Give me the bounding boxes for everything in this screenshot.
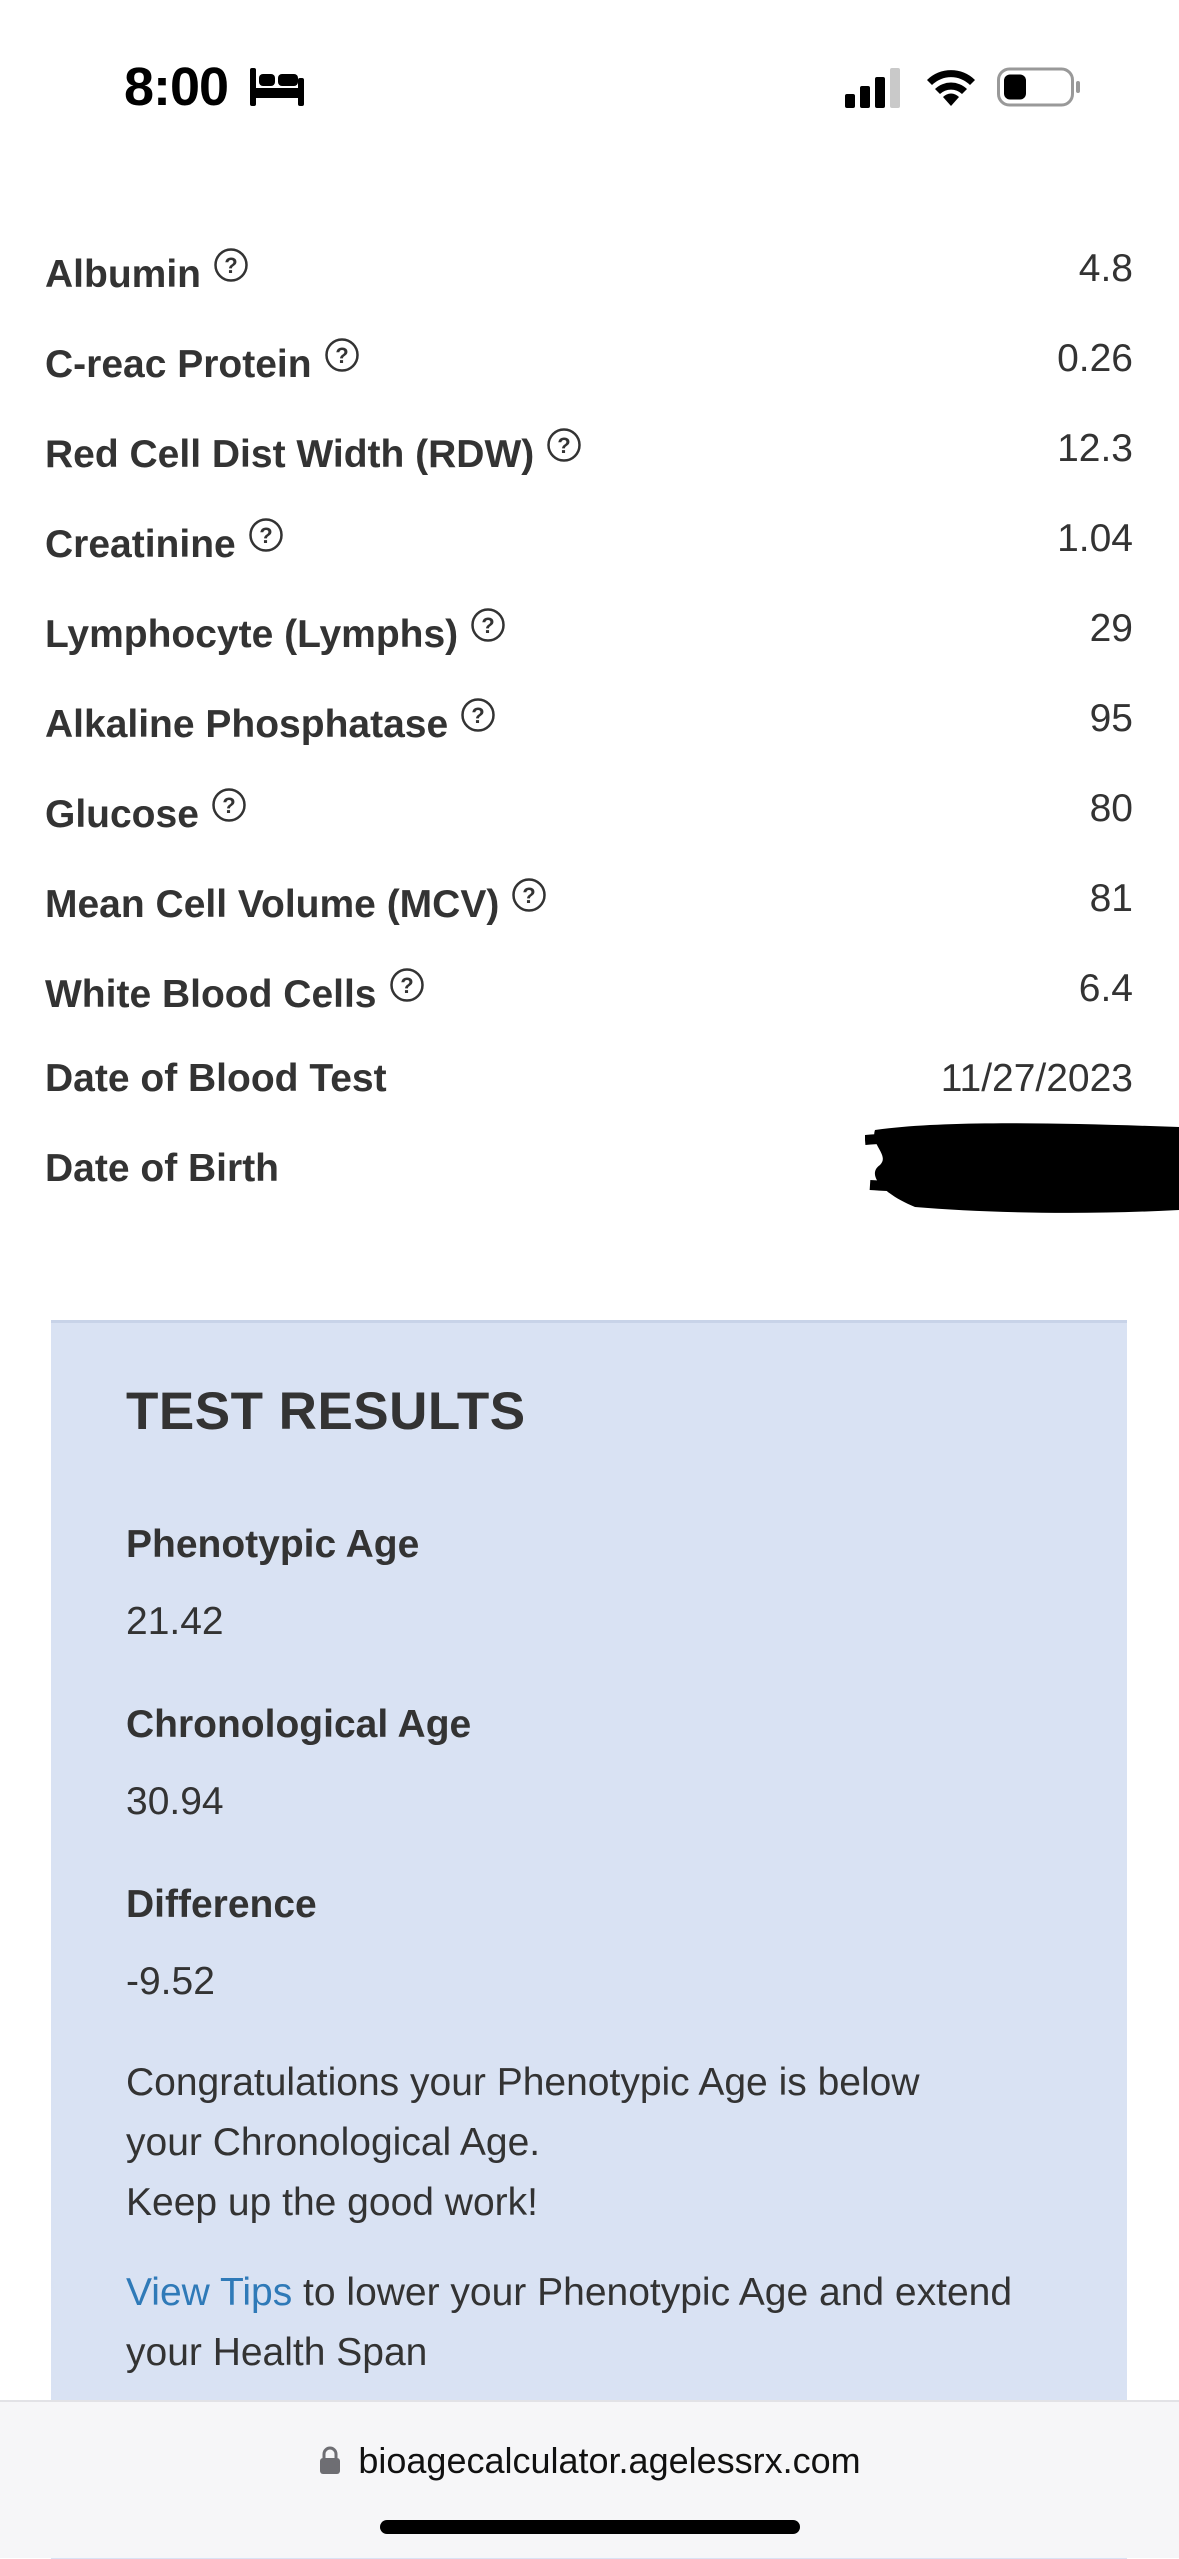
help-icon[interactable] <box>546 427 582 463</box>
field-value[interactable]: 11/27/2023 <box>940 1057 1133 1100</box>
svg-text:?: ? <box>224 253 238 278</box>
field-value[interactable]: 4.8 <box>1078 247 1133 290</box>
help-icon[interactable] <box>511 877 547 913</box>
svg-text:?: ? <box>399 973 414 998</box>
redaction-scribble <box>865 1115 1179 1220</box>
field-value[interactable]: 12.3 <box>1057 427 1133 470</box>
difference-value: -9.52 <box>126 1960 215 2003</box>
view-tips-link[interactable]: View Tips <box>126 2271 293 2314</box>
message-line: your Chronological Age. <box>126 2121 541 2164</box>
field-value[interactable]: 81 <box>1089 877 1133 920</box>
field-row-alkaline-phosphatase <box>0 675 1179 765</box>
chronological-age-value: 30.94 <box>126 1780 224 1823</box>
field-value[interactable]: 80 <box>1089 787 1133 830</box>
field-label: Lymphocyte (Lymphs) ? <box>45 607 506 657</box>
field-label: C-reac Protein ? <box>45 337 360 387</box>
congratulations-message <box>126 2053 1066 2233</box>
status-time: 8:00 <box>124 57 229 117</box>
field-label: Red Cell Dist Width (RDW) ? <box>45 427 582 477</box>
field-label: Date of Birth <box>45 1147 279 1190</box>
home-indicator <box>380 2520 800 2534</box>
tips-paragraph <box>126 2263 1066 2383</box>
field-label: Creatinine ? <box>45 517 284 567</box>
field-label: Alkaline Phosphatase ? <box>45 697 496 747</box>
svg-text:?: ? <box>258 523 273 548</box>
help-icon[interactable] <box>324 337 360 373</box>
difference-label: Difference <box>126 1883 317 1926</box>
field-value[interactable]: 95 <box>1089 697 1133 740</box>
help-icon[interactable] <box>460 697 496 733</box>
url-display[interactable] <box>0 2440 1179 2482</box>
field-row-mcv <box>0 855 1179 945</box>
message-line: Keep up the good work! <box>126 2181 538 2224</box>
field-row-white-blood-cells <box>0 945 1179 1035</box>
field-row-creatinine <box>0 495 1179 585</box>
battery-icon <box>997 66 1081 108</box>
field-row-c-reac-protein <box>0 315 1179 405</box>
help-icon[interactable] <box>211 787 247 823</box>
svg-text:?: ? <box>522 883 537 908</box>
field-label: Mean Cell Volume (MCV) ? <box>45 877 547 927</box>
svg-text:?: ? <box>222 793 236 818</box>
svg-text:?: ? <box>481 613 495 638</box>
svg-text:?: ? <box>557 433 572 458</box>
field-value[interactable]: 0.26 <box>1057 337 1133 380</box>
field-value[interactable]: 1.04 <box>1057 517 1133 560</box>
wifi-icon <box>924 62 978 108</box>
help-icon[interactable] <box>389 967 425 1003</box>
url-text: bioagecalculator.agelessrx.com <box>358 2440 861 2481</box>
help-icon[interactable] <box>470 607 506 643</box>
field-label: Date of Blood Test <box>45 1057 387 1100</box>
lock-icon <box>318 2445 342 2475</box>
svg-text:?: ? <box>334 343 349 368</box>
field-label: White Blood Cells ? <box>45 967 425 1017</box>
field-label: Albumin ? <box>45 247 249 297</box>
field-row-lymphocyte <box>0 585 1179 675</box>
status-bar <box>0 0 1179 175</box>
field-row-albumin <box>0 225 1179 315</box>
message-line: Congratulations your Phenotypic Age is below <box>126 2061 920 2104</box>
test-results-panel <box>51 1320 1127 2559</box>
field-label: Glucose ? <box>45 787 247 837</box>
svg-text:?: ? <box>471 703 485 728</box>
tips-text: to lower your Phenotypic Age and extend your Health Span <box>126 2271 1013 2374</box>
field-row-date-of-blood-test <box>0 1035 1179 1125</box>
results-title: TEST RESULTS <box>126 1382 526 1441</box>
help-icon[interactable] <box>213 247 249 283</box>
help-icon[interactable] <box>248 517 284 553</box>
chronological-age-label: Chronological Age <box>126 1703 472 1746</box>
field-value[interactable]: 6.4 <box>1078 967 1133 1010</box>
field-row-glucose <box>0 765 1179 855</box>
phenotypic-age-value: 21.42 <box>126 1600 224 1643</box>
blood-test-fields <box>0 225 1179 1215</box>
field-value[interactable]: 29 <box>1089 607 1133 650</box>
browser-url-bar[interactable] <box>0 2400 1179 2558</box>
bed-icon <box>250 68 304 106</box>
field-row-rdw <box>0 405 1179 495</box>
cellular-signal-icon <box>845 66 905 110</box>
phenotypic-age-label: Phenotypic Age <box>126 1523 420 1566</box>
